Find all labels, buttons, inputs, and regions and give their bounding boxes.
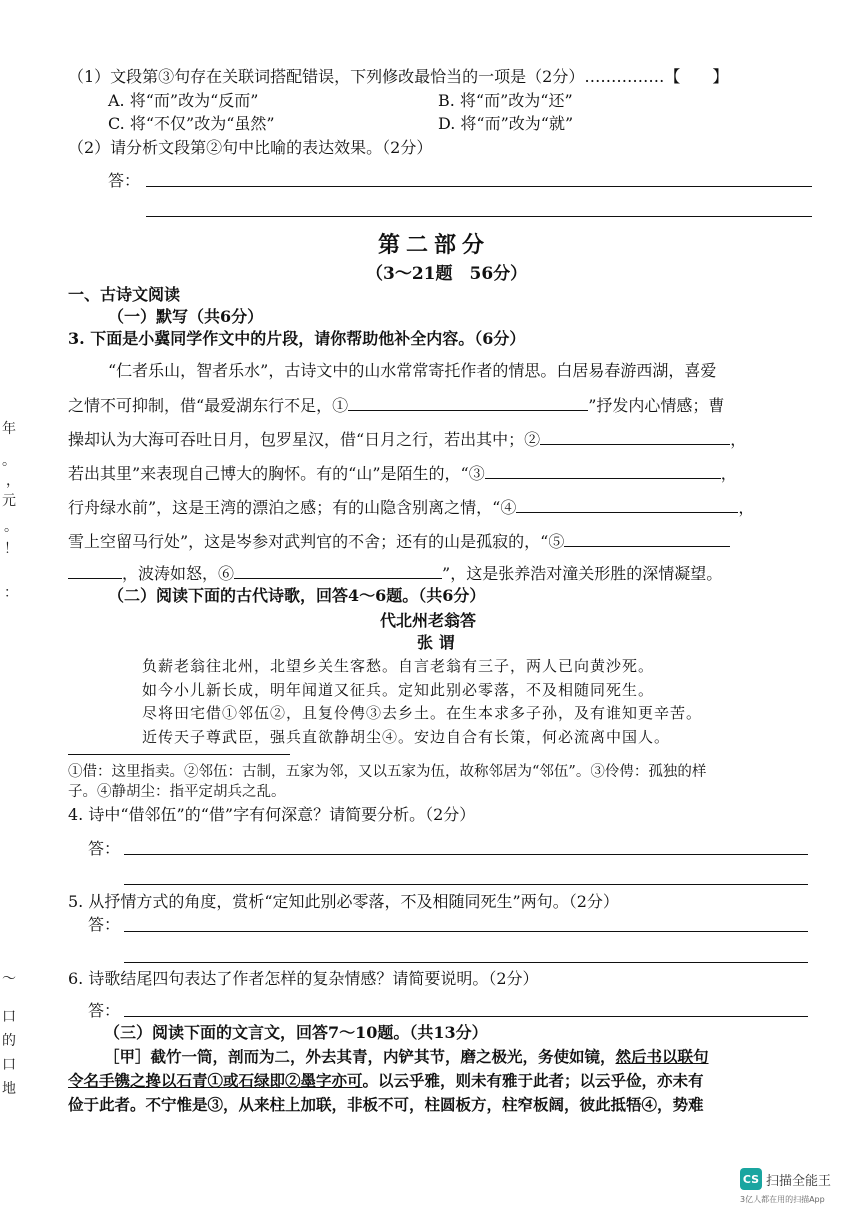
q3-blank-6[interactable] bbox=[234, 562, 442, 579]
classical-line-3: 俭于此者。不宁惟是③，从来柱上加联，非板不可，柱圆板方，柱窄板阔，彼此抵牾④，势难 bbox=[68, 1095, 704, 1114]
classical-line-2 bbox=[68, 1070, 704, 1092]
classical-line-1 bbox=[104, 1046, 709, 1068]
margin-char-7: ： bbox=[4, 585, 18, 601]
q6-stem: 6. 诗歌结尾四句表达了作者怎样的复杂情感？请简要说明。（2分） bbox=[68, 969, 539, 988]
q3-blank-2[interactable] bbox=[540, 428, 730, 445]
q3-blank-5b[interactable] bbox=[68, 562, 122, 579]
poem-title: 代北州老翁答 bbox=[380, 611, 477, 630]
q2-answer-line-2[interactable] bbox=[146, 216, 812, 217]
q3-line-2-text: 之情不可抑制，借“最爱湖东行不足，① bbox=[68, 396, 349, 415]
part2-title: 第二部分 bbox=[378, 232, 491, 258]
q1-stem: （1）文段第③句存在关联词搭配错误，下列修改最恰当的一项是（2分）……………【 】 bbox=[68, 67, 729, 86]
q3-line-4-tail: ， bbox=[720, 464, 737, 483]
section3-title: （三）阅读下面的文言文，回答7～10题。（共13分） bbox=[104, 1023, 488, 1042]
q3-line-7-tail: ”，这是张养浩对潼关形胜的深情凝望。 bbox=[442, 564, 723, 583]
margin-char-10: 的 bbox=[2, 1033, 16, 1049]
margin-char-6: ！ bbox=[4, 541, 18, 557]
q3-line-4 bbox=[68, 462, 737, 485]
q3-blank-5a[interactable] bbox=[564, 530, 730, 547]
margin-char-12: 地 bbox=[2, 1081, 16, 1097]
scanner-name: 扫描全能王 bbox=[766, 1173, 832, 1189]
section1-sub1: （一）默写（共6分） bbox=[108, 307, 264, 326]
section2-title: （二）阅读下面的古代诗歌，回答4～6题。（共6分） bbox=[108, 586, 486, 605]
classical-line-2-text: 。以云乎雅，则未有雅于此者；以云乎俭，亦未有 bbox=[362, 1071, 704, 1090]
q2-stem: （2）请分析文段第②句中比喻的表达效果。（2分） bbox=[68, 138, 433, 157]
q1-option-b: B. 将“而”改为“还” bbox=[438, 91, 573, 110]
q4-answer-line-2[interactable] bbox=[124, 884, 808, 885]
section1-title: 一、古诗文阅读 bbox=[68, 285, 181, 304]
q3-line-3 bbox=[68, 428, 746, 451]
q1-option-d: D. 将“而”改为“就” bbox=[438, 114, 574, 133]
q3-line-5-text: 行舟绿水前”，这是王湾的漂泊之感；有的山隐含别离之情，“④ bbox=[68, 498, 517, 517]
q3-line-5 bbox=[68, 496, 754, 519]
q5-answer-line-2[interactable] bbox=[124, 962, 808, 963]
q3-line-1: “仁者乐山，智者乐水”，古诗文中的山水常常寄托作者的情思。白居易春游西湖，喜爱 bbox=[108, 361, 717, 380]
scanner-logo-icon: CS bbox=[740, 1168, 762, 1190]
notes-divider bbox=[68, 754, 290, 755]
margin-char-1: 年 bbox=[2, 421, 16, 437]
q5-stem: 5. 从抒情方式的角度，赏析“定知此别必零落，不及相随同死生”两句。（2分） bbox=[68, 892, 619, 911]
q3-stem: 3. 下面是小冀同学作文中的片段，请你帮助他补全内容。（6分） bbox=[68, 329, 526, 348]
q3-line-6-text: 雪上空留马行处”，这是岑参对武判官的不舍；还有的山是孤寂的，“⑤ bbox=[68, 532, 565, 551]
q1-option-c: C. 将“不仅”改为“虽然” bbox=[108, 114, 275, 133]
poem-author: 张 谓 bbox=[417, 633, 455, 652]
q3-line-5-tail: ， bbox=[738, 498, 755, 517]
q6-answer-line-1[interactable] bbox=[124, 1016, 808, 1017]
q3-line-3-text: 操却认为大海可吞吐日月，包罗星汉，借“日月之行，若出其中；② bbox=[68, 430, 541, 449]
margin-char-9: 口 bbox=[2, 1009, 16, 1025]
q5-answer-line-1[interactable] bbox=[124, 931, 808, 932]
q4-answer-line-1[interactable] bbox=[124, 854, 808, 855]
q3-blank-1[interactable] bbox=[348, 394, 588, 411]
q3-line-3-tail: ， bbox=[730, 430, 747, 449]
notes-line-1: ①借：这里指卖。②邻伍：古制，五家为邻，又以五家为伍，故称邻居为“邻伍”。③伶俜：孤独的样 bbox=[68, 764, 707, 780]
margin-char-8: ～ bbox=[2, 971, 16, 987]
q1-option-a: A. 将“而”改为“反而” bbox=[108, 91, 259, 110]
q3-line-7 bbox=[68, 562, 722, 585]
margin-char-2: 。 bbox=[2, 453, 16, 469]
q2-answer-label: 答： bbox=[108, 171, 141, 190]
classical-line-2-underlined: 令名手镌之搀以石青①或石绿即②墨字亦可 bbox=[68, 1071, 363, 1090]
q6-answer-label: 答： bbox=[88, 1001, 121, 1020]
margin-char-5: 。 bbox=[4, 519, 18, 535]
q3-line-7-text: ，波涛如怒，⑥ bbox=[122, 564, 235, 583]
part2-range: （3～21题 56分） bbox=[366, 264, 528, 284]
margin-char-3: ， bbox=[6, 473, 20, 489]
q5-answer-label: 答： bbox=[88, 915, 121, 934]
poem-line-4: 近传天子尊武臣，强兵直欲静胡尘④。安边自合有长策，何必流离中国人。 bbox=[142, 728, 671, 746]
q3-blank-4[interactable] bbox=[516, 496, 738, 513]
q3-line-2-tail: ”抒发内心情感；曹 bbox=[588, 396, 725, 415]
q4-stem: 4. 诗中“借邻伍”的“借”字有何深意？请简要分析。（2分） bbox=[68, 805, 476, 824]
poem-line-3: 尽将田宅借①邻伍②，且复伶俜③去乡土。在生本求多子孙，及有谁知更辛苦。 bbox=[142, 704, 703, 722]
classical-line-1-underlined: 然后书以联句 bbox=[615, 1047, 709, 1066]
q2-answer-line-1[interactable] bbox=[146, 186, 812, 187]
margin-char-4: 元 bbox=[2, 493, 16, 509]
poem-line-2: 如今小儿新长成，明年闻道又征兵。定知此别必零落，不及相随同死生。 bbox=[142, 681, 655, 699]
q4-answer-label: 答： bbox=[88, 839, 121, 858]
scanner-tagline: 3亿人都在用的扫描App bbox=[740, 1195, 825, 1204]
scanner-watermark bbox=[740, 1168, 831, 1190]
poem-line-1: 负薪老翁往北州，北望乡关生客愁。自言老翁有三子，两人已向黄沙死。 bbox=[142, 657, 655, 675]
q3-line-6 bbox=[68, 530, 730, 553]
notes-line-2: 子。④静胡尘：指平定胡兵之乱。 bbox=[68, 784, 286, 800]
classical-line-1-text: ［甲］截竹一筒，剖而为二，外去其青，内铲其节，磨之极光，务使如镜， bbox=[104, 1047, 616, 1066]
margin-char-11: 口 bbox=[2, 1057, 16, 1073]
q3-line-2 bbox=[68, 394, 724, 417]
q3-blank-3[interactable] bbox=[485, 462, 721, 479]
q3-line-4-text: 若出其里”来表现自己博大的胸怀。有的“山”是陌生的，“③ bbox=[68, 464, 485, 483]
